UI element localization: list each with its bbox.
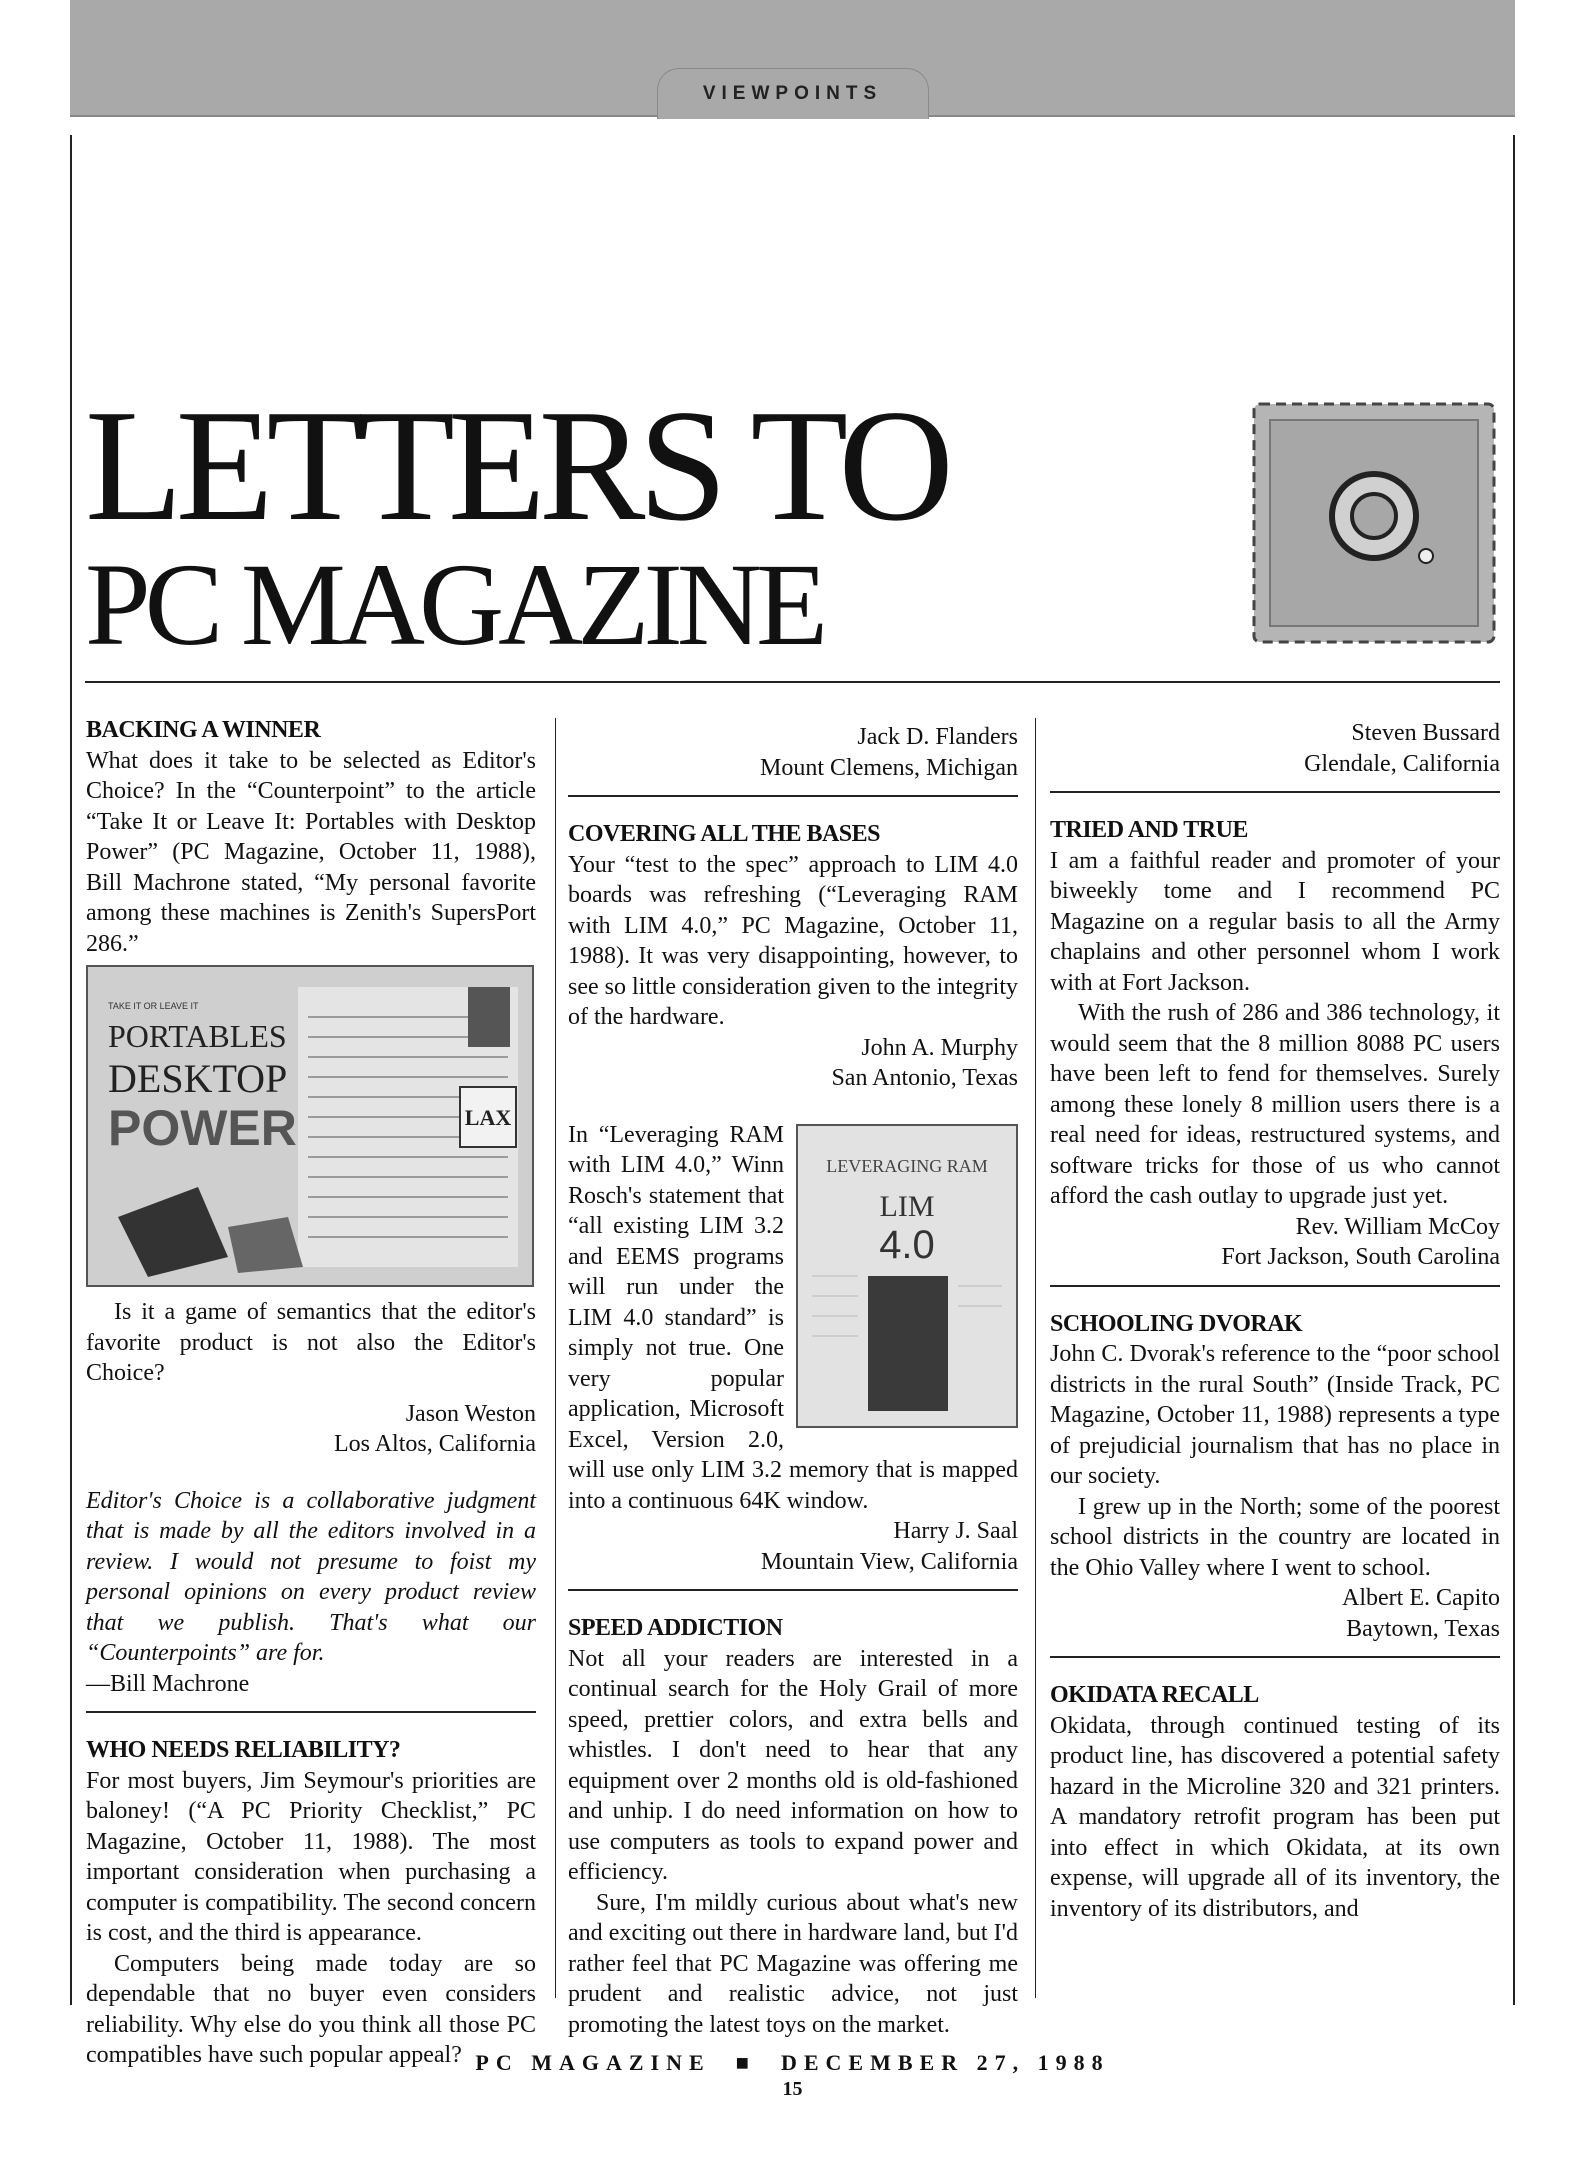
photo-line-3: DESKTOP bbox=[108, 1056, 288, 1101]
separator bbox=[1050, 1285, 1500, 1287]
page-number: 15 bbox=[782, 2078, 803, 2100]
separator bbox=[86, 1711, 536, 1713]
letter-bases-p2: In “Leveraging RAM with LIM 4.0,” Winn Rosch's statement that “all existing LIM 3.2 and EEMS programs will run under the LIM 4.0 standard” is simply not true. One very popular application, Microsoft Excel, Version 2.0, will use only LIM 3.2 memory that is mapped into a continuous 64K window. bbox=[568, 1121, 1018, 1514]
signature-harry-saal: Harry J. Saal bbox=[893, 1518, 1018, 1544]
footer-bullet-icon: ■ bbox=[723, 2050, 769, 2075]
section-label: VIEWPOINTS bbox=[657, 68, 929, 119]
letter-speed-p2: Sure, I'm mildly curious about what's new and exciting out there in hardware land, but I'd rather feel that PC Magazine was offering me prudent and realistic advice, not just promoting the latest toys on the market. bbox=[568, 1889, 1018, 2038]
signature-steven-bussard: Steven Bussard bbox=[1351, 720, 1500, 746]
signature-jason-weston: Jason Weston bbox=[405, 1400, 536, 1427]
lim-photo-line-1: LEVERAGING RAM bbox=[826, 1155, 988, 1176]
right-frame-line bbox=[1513, 135, 1515, 2005]
letter-speed-p1: Not all your readers are interested in a continual search for the Holy Grail of more speed, prettier colors, and extra bells and whistles. I don't need to hear that any equipment over 2 months old is old-fashioned and unhip. I do need information on how to use computers as tools to expand power and efficiency. bbox=[568, 1645, 1018, 1885]
letter-reliability-p1: For most buyers, Jim Seymour's priorities are baloney! (“A PC Priority Checklist,” PC Magazine, October 11, 1988). The most important consideration when purchasing a computer is compatibility. The second concern is cost, and the third is appearance. bbox=[86, 1767, 536, 1946]
place-mount-clemens: Mount Clemens, Michigan bbox=[760, 754, 1018, 781]
place-baytown: Baytown, Texas bbox=[1346, 1615, 1500, 1642]
column-divider-1 bbox=[555, 718, 556, 1998]
place-fort-jackson: Fort Jackson, South Carolina bbox=[1221, 1244, 1500, 1270]
photo-line-4: POWER bbox=[108, 1100, 297, 1156]
signature-john-murphy: John A. Murphy bbox=[861, 1034, 1018, 1061]
letter-backing-p1: What does it take to be selected as Editor's Choice? In the “Counterpoint” to the article “Take It or Leave It: Portables with Desktop Power” (PC Magazine, October 11, 1988), Bill Machrone stated, “My personal favorite among these machines is Zenith's SupersPort 286.” bbox=[86, 747, 536, 957]
page-footer bbox=[0, 2050, 1585, 2076]
stamp-disk-icon bbox=[1248, 398, 1500, 648]
letter-dvorak-p2: I grew up in the North; some of the poorest school districts in the country are located in the Ohio Valley where I went to school. bbox=[1050, 1493, 1500, 1581]
letter-backing-p2: Is it a game of semantics that the editor's favorite product is not also the Editor's Choice? bbox=[86, 1299, 536, 1386]
portables-article-photo bbox=[86, 965, 534, 1287]
footer-date: DECEMBER 27, 1988 bbox=[780, 2050, 1110, 2075]
place-san-antonio: San Antonio, Texas bbox=[831, 1065, 1018, 1091]
title-line-1: LETTERS TO bbox=[85, 376, 947, 554]
column-divider-2 bbox=[1035, 718, 1036, 1998]
portables-photo-graphic bbox=[88, 967, 532, 1285]
column-1 bbox=[86, 715, 536, 2071]
lim-photo-graphic bbox=[798, 1126, 1016, 1426]
signature-albert-capito: Albert E. Capito bbox=[1342, 1585, 1500, 1611]
lim-photo-line-3: 4.0 bbox=[879, 1222, 935, 1267]
letter-okidata-p1: Okidata, through continued testing of its product line, has discovered a potential safety hazard in the Microline 320 and 321 printers. A mandatory retrofit program has been put into effect in which Okidata, at its own expense, will upgrade all of its inventory, the inventory of its distributors, and bbox=[1050, 1712, 1500, 1922]
signature-jack-flanders: Jack D. Flanders bbox=[857, 724, 1018, 750]
separator bbox=[1050, 1656, 1500, 1658]
editor-reply: Editor's Choice is a collaborative judgment that is made by all the editors involved in a review. I would not presume to foist my personal opinions on every product review that we publish. That's what our “Counterpoints” are for. bbox=[86, 1487, 536, 1666]
heading-covering-all-the-bases: COVERING ALL THE BASES bbox=[568, 821, 881, 847]
heading-schooling-dvorak: SCHOOLING DVORAK bbox=[1050, 1310, 1303, 1337]
title-line-2: PC MAGAZINE bbox=[85, 539, 823, 670]
photo-line-1: TAKE IT OR LEAVE IT bbox=[108, 1001, 199, 1011]
place-los-altos: Los Altos, California bbox=[334, 1431, 536, 1457]
letter-tried-p2: With the rush of 286 and 386 technology, it would seem that the 8 million 8088 PC users have been left to fend for themselves. Surely among these lonely 8 million users there is a real need for ideas, restructured systems, and software tricks for those of us who cannot afford the cash outlay to upgrade just yet. bbox=[1050, 1000, 1500, 1209]
photo-tag-text: LAX bbox=[464, 1105, 512, 1130]
letter-bases-p1: Your “test to the spec” approach to LIM 4.0 boards was refreshing (“Leveraging RAM with LIM 4.0,” PC Magazine, October 11, 1988). It was very disappointing, however, to see so little consideration given to the integrity of the hardware. bbox=[568, 851, 1018, 1030]
footer-magazine: PC MAGAZINE bbox=[475, 2050, 711, 2075]
left-frame-line bbox=[70, 135, 72, 2005]
page-title bbox=[85, 376, 947, 675]
lim-photo-line-2: LIM bbox=[879, 1189, 935, 1223]
place-mountain-view: Mountain View, California bbox=[760, 1548, 1018, 1575]
heading-who-needs-reliability: WHO NEEDS RELIABILITY? bbox=[86, 1737, 401, 1763]
letter-reliability-p2: Computers being made today are so dependable that no buyer even considers reliability. Why else do you think all those PC compatibles have such popular appeal? bbox=[86, 1950, 536, 2068]
photo-line-2: PORTABLES bbox=[108, 1018, 287, 1054]
heading-backing-a-winner: BACKING A WINNER bbox=[86, 717, 321, 743]
letter-dvorak-p1: John C. Dvorak's reference to the “poor school districts in the rural South” (Inside Track, PC Magazine, October 11, 1988) represents a type of prejudicial journalism that has no place in our society. bbox=[1050, 1341, 1500, 1489]
column-2 bbox=[568, 722, 1018, 2040]
title-rule bbox=[85, 681, 1500, 683]
column-3 bbox=[1050, 718, 1500, 1924]
section-banner bbox=[70, 0, 1515, 117]
separator bbox=[1050, 791, 1500, 793]
heading-tried-and-true: TRIED AND TRUE bbox=[1050, 817, 1248, 843]
letter-tried-p1: I am a faithful reader and promoter of your biweekly tome and I recommend PC Magazine on a regular basis to all the Army chaplains and other personnel whom I work with at Fort Jackson. bbox=[1050, 847, 1500, 996]
heading-okidata-recall: OKIDATA RECALL bbox=[1050, 1682, 1259, 1708]
editor-reply-signature: —Bill Machrone bbox=[86, 1670, 250, 1697]
heading-speed-addiction: SPEED ADDICTION bbox=[568, 1615, 783, 1641]
separator bbox=[568, 1589, 1018, 1591]
signature-william-mccoy: Rev. William McCoy bbox=[1295, 1213, 1500, 1240]
separator bbox=[568, 795, 1018, 797]
place-glendale: Glendale, California bbox=[1304, 750, 1500, 777]
lim-article-photo bbox=[796, 1124, 1018, 1428]
